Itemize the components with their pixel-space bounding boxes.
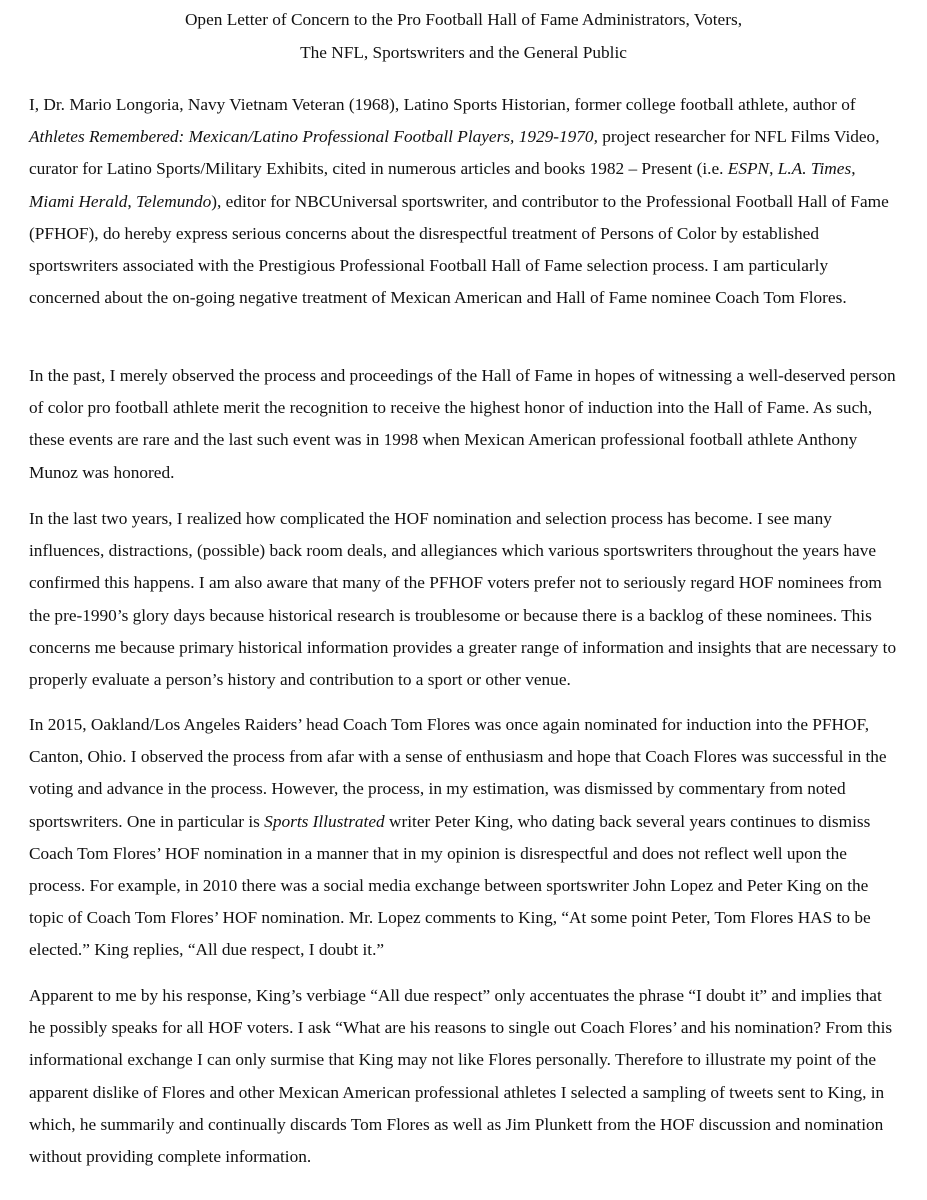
publication-espn: ESPN xyxy=(727,159,770,179)
p4-text-b: writer Peter King, who dating back several years continues to dismiss Coach Tom Flores’ HOF nomination in a manner that in my opinion is disrespectful and does not reflect well upon the process. For example, in 2010 there was a social media exchange between sportswriter John Lopez and Peter King on the topic of Coach Tom Flores’ HOF nomination. Mr. Lopez comments to King, “At some point Peter, Tom Flores HAS to be elected.” King replies, “All due respect, I doubt it.” xyxy=(29,811,871,960)
paragraph-2015-nomination xyxy=(29,709,901,967)
p1-text-a: I, Dr. Mario Longoria, Navy Vietnam Veteran (1968), Latino Sports Historian, former college football athlete, author of xyxy=(29,95,856,114)
publication-miami-herald: Miami Herald xyxy=(29,191,128,211)
publication-la-times: L.A. Times xyxy=(777,159,852,179)
letter-title-line-2: The NFL, Sportswriters and the General Public xyxy=(300,43,627,62)
p1-text-d: ), editor for NBCUniversal sportswriter, and contributor to the Professional Football Hall of Fame (PFHOF), do hereby express serious concerns about the disrespectful treatment of Persons of Color by established sportswriters associated with the Prestigious Professional Football Hall of Fame selection process. I am particularly concerned about the on-going negative treatment of Mexican American and Hall of Fame nominee Coach Tom Flores. xyxy=(29,191,889,308)
publication-telemundo: Telemundo xyxy=(136,191,212,211)
letter-title-line-1: Open Letter of Concern to the Pro Football Hall of Fame Administrators, Voters, xyxy=(184,10,743,29)
p1-text-b: project researcher for NFL Films Video, curator for Latino Sports/Military Exhibits, cited in numerous articles and books 1982 – Present (i.e. xyxy=(29,127,880,179)
paragraph-introduction xyxy=(29,89,901,314)
p4-text-a: In 2015, Oakland/Los Angeles Raiders’ head Coach Tom Flores was once again nominated for induction into the PFHOF, Canton, Ohio. I observed the process from afar with a sense of enthusiasm and hope that Coach Flores was successful in the voting and advance in the process. However, the process, in my estimation, was dismissed by commentary from noted sportswriters. One in particular is xyxy=(29,715,887,831)
paragraph-king-response: Apparent to me by his response, King’s verbiage “All due respect” only accentuates the phrase “I doubt it” and implies that he possibly speaks for all HOF voters. I ask “What are his reasons to single out Coach Flores’ and his nomination? From this informational exchange I can only surmise that King may not like Flores personally. Therefore to illustrate my point of the apparent dislike of Flores and other Mexican American professional athletes I selected a sampling of tweets sent to King, in which, he summarily and continually discards Tom Flores as well as Jim Plunkett from the HOF discussion and nomination without providing complete information. xyxy=(29,986,893,1167)
book-title: Athletes Remembered: Mexican/Latino Professional Football Players, 1929-1970, xyxy=(29,127,598,147)
p1-sep-1: , xyxy=(769,159,778,179)
paragraph-nomination-process: In the last two years, I realized how complicated the HOF nomination and selection process has become. I see many influences, distractions, (possible) back room deals, and allegiances which various sportswriters throughout the years have confirmed this happens. I am also aware that many of the PFHOF voters prefer not to seriously regard HOF nominees from the pre-1990’s glory days because historical research is troublesome or because there is a backlog of these nominees. This concerns me because primary historical information provides a greater range of information and insights that are necessary to properly evaluate a person’s history and contribution to a sport or other venue. xyxy=(29,509,897,690)
p1-sep-3: , xyxy=(127,191,137,211)
paragraph-past-observation: In the past, I merely observed the process and proceedings of the Hall of Fame in hopes of witnessing a well-deserved person of color pro football athlete merit the recognition to receive the highest honor of induction into the Hall of Fame. As such, these events are rare and the last such event was in 1998 when Mexican American professional football athlete Anthony Munoz was honored. xyxy=(29,366,896,482)
p1-sep-2: , xyxy=(851,159,856,179)
publication-sports-illustrated: Sports Illustrated xyxy=(264,811,385,831)
